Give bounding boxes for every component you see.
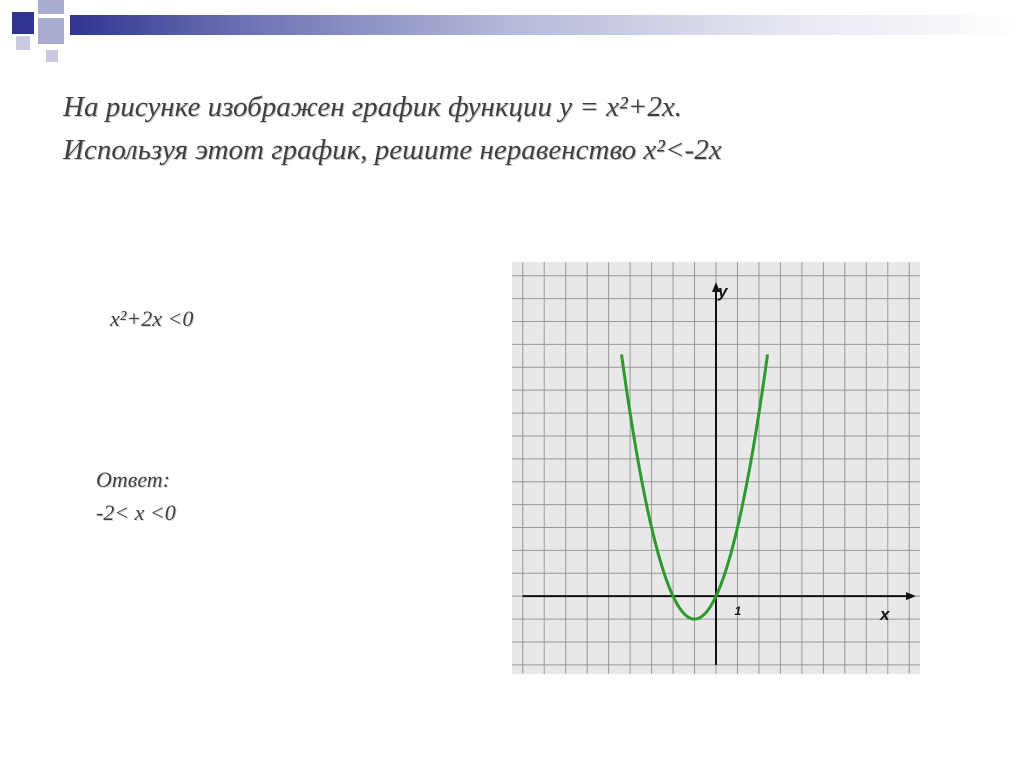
x-axis-label: х bbox=[880, 605, 890, 625]
y-axis-label: у bbox=[718, 282, 728, 301]
decoration-square bbox=[38, 0, 64, 14]
x-tick-label: 1 bbox=[734, 604, 742, 619]
slide-title-line-2: Используя этот график, решите неравенство х²<-2х bbox=[63, 134, 722, 166]
decoration-square bbox=[12, 12, 34, 34]
decoration-square bbox=[38, 18, 64, 44]
parabola-chart bbox=[512, 262, 920, 674]
inequality-text: х²+2х <0 bbox=[110, 306, 194, 331]
answer-value: -2< х <0 bbox=[96, 500, 176, 525]
decoration-square bbox=[46, 50, 58, 62]
answer-label: Ответ: bbox=[96, 467, 171, 492]
decoration-square bbox=[16, 36, 30, 50]
header-decoration-bar bbox=[70, 15, 1024, 35]
slide-title-line-1: На рисунке изображен график функции у = х²+2х. bbox=[63, 91, 682, 123]
